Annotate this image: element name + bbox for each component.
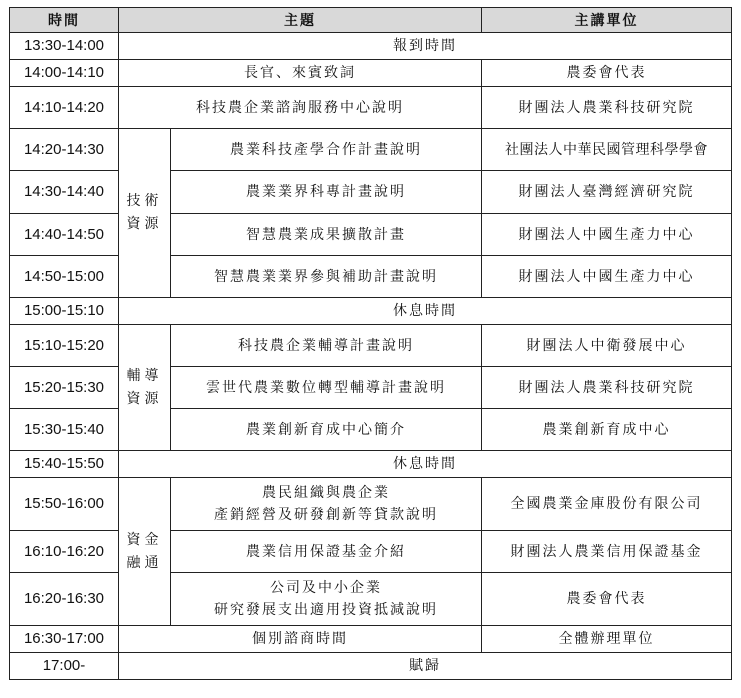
speaker-cell: 財團法人農業科技研究院: [482, 87, 732, 129]
topic-cell: 智慧農業業界參與補助計畫說明: [171, 256, 482, 298]
header-topic: 主題: [119, 8, 482, 33]
time-cell: 13:30-14:00: [10, 33, 119, 60]
time-cell: 15:50-16:00: [10, 478, 119, 531]
speaker-cell: 農委會代表: [482, 60, 732, 87]
topic-cell: 農業業界科專計畫說明: [171, 171, 482, 214]
time-cell: 14:30-14:40: [10, 171, 119, 214]
speaker-cell: 財團法人農業科技研究院: [482, 367, 732, 409]
topic-line: 農民組織與農企業: [262, 485, 390, 501]
time-cell: 15:00-15:10: [10, 298, 119, 325]
topic-cell: 休息時間: [119, 451, 732, 478]
topic-cell: 雲世代農業數位轉型輔導計畫說明: [171, 367, 482, 409]
time-cell: 16:20-16:30: [10, 573, 119, 626]
topic-line: 產銷經營及研發創新等貸款說明: [214, 507, 438, 523]
speaker-cell: 財團法人農業信用保證基金: [482, 531, 732, 573]
speaker-cell: 財團法人中國生產力中心: [482, 214, 732, 256]
header-row: [10, 8, 732, 33]
topic-line: 公司及中小企業: [270, 580, 382, 596]
topic-line: 研究發展支出適用投資抵減說明: [214, 602, 438, 618]
time-cell: 15:10-15:20: [10, 325, 119, 367]
topic-cell: [171, 478, 482, 531]
time-cell: 14:40-14:50: [10, 214, 119, 256]
table-row: [10, 256, 732, 298]
category-tech-resources: [119, 129, 171, 298]
table-row: [10, 478, 732, 531]
time-cell: 17:00-: [10, 653, 119, 680]
speaker-cell: 財團法人中國生產力中心: [482, 256, 732, 298]
category-line: 輔導: [126, 367, 163, 384]
table-row: [10, 33, 732, 60]
header-time: 時間: [10, 8, 119, 33]
speaker-cell: 財團法人臺灣經濟研究院: [482, 171, 732, 214]
table-row: [10, 409, 732, 451]
topic-cell: 農業科技產學合作計畫說明: [171, 129, 482, 171]
table-row: [10, 451, 732, 478]
topic-cell: 長官、來賓致詞: [119, 60, 482, 87]
table-row: [10, 129, 732, 171]
time-cell: 14:10-14:20: [10, 87, 119, 129]
topic-cell: 賦歸: [119, 653, 732, 680]
category-financing: [119, 478, 171, 626]
speaker-cell: 全國農業金庫股份有限公司: [482, 478, 732, 531]
time-cell: 15:30-15:40: [10, 409, 119, 451]
header-speaker: 主講單位: [482, 8, 732, 33]
table-row: [10, 87, 732, 129]
category-line: 資源: [126, 390, 163, 407]
category-line: 資金: [126, 531, 163, 548]
table-row: [10, 626, 732, 653]
topic-cell: 農業創新育成中心簡介: [171, 409, 482, 451]
topic-cell: 報到時間: [119, 33, 732, 60]
topic-cell: 科技農企業諮詢服務中心說明: [119, 87, 482, 129]
category-line: 融通: [126, 554, 163, 571]
time-cell: 14:20-14:30: [10, 129, 119, 171]
table-row: [10, 653, 732, 680]
table-row: [10, 367, 732, 409]
table-row: [10, 573, 732, 626]
speaker-cell: 農業創新育成中心: [482, 409, 732, 451]
table-row: [10, 531, 732, 573]
topic-cell: 智慧農業成果擴散計畫: [171, 214, 482, 256]
agenda-table: [9, 7, 732, 680]
topic-cell: 個別諮商時間: [119, 626, 482, 653]
category-guidance-resources: [119, 325, 171, 451]
time-cell: 14:50-15:00: [10, 256, 119, 298]
speaker-cell: 財團法人中衛發展中心: [482, 325, 732, 367]
table-row: [10, 325, 732, 367]
time-cell: 14:00-14:10: [10, 60, 119, 87]
topic-cell: 休息時間: [119, 298, 732, 325]
time-cell: 15:40-15:50: [10, 451, 119, 478]
speaker-cell: 社團法人中華民國管理科學學會: [482, 129, 732, 171]
category-line: 資源: [126, 216, 163, 232]
table-row: [10, 214, 732, 256]
table-row: [10, 171, 732, 214]
table-row: [10, 60, 732, 87]
topic-cell: [171, 573, 482, 626]
topic-cell: 農業信用保證基金介紹: [171, 531, 482, 573]
speaker-cell: 農委會代表: [482, 573, 732, 626]
time-cell: 16:30-17:00: [10, 626, 119, 653]
time-cell: 15:20-15:30: [10, 367, 119, 409]
topic-cell: 科技農企業輔導計畫說明: [171, 325, 482, 367]
table-row: [10, 298, 732, 325]
speaker-cell: 全體辦理單位: [482, 626, 732, 653]
category-line: 技術: [126, 193, 163, 209]
time-cell: 16:10-16:20: [10, 531, 119, 573]
